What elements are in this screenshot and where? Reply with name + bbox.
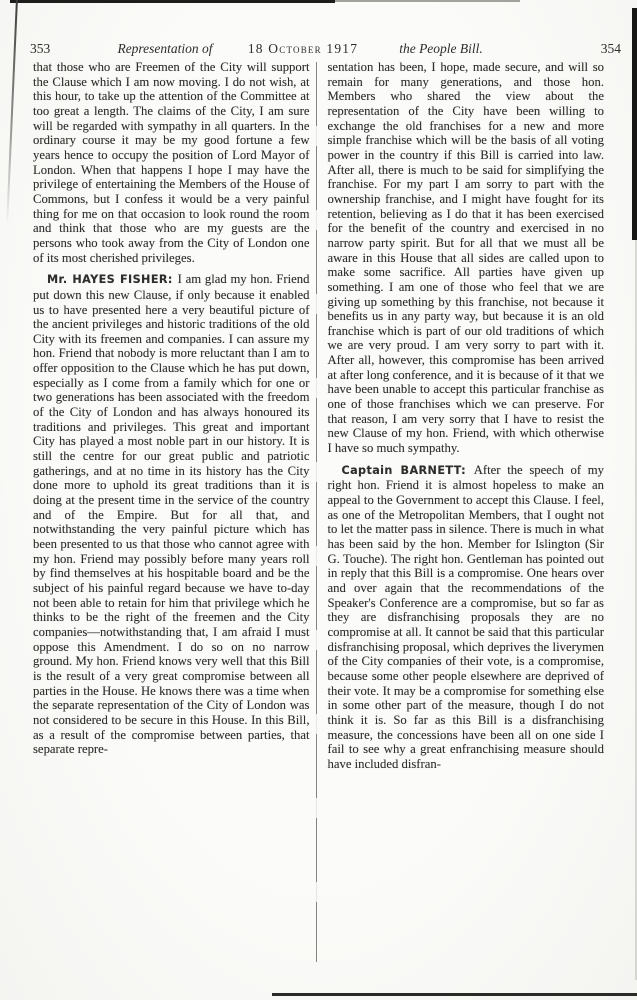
speech-text: I am glad my hon. Friend put down this new Clause, if only because it enabled us to have presented here a very beautiful picture of the ancient privileges and historic traditions of the old City with its freemen and companies. I can assure my hon. Friend that nobody is more reluctant than I am to offer opposition to the Clause which he has put down, especially as I come from a family which for one or two generations has been associated with the freedom of the City of London and has always honoured its traditions and privileges. This great and important City has played a most noble part in our history. It is still the centre for our great public and patriotic gatherings, and at no time in its history has the City done more to uphold its great traditions than it is doing at the present time in the service of the country and of the Empire. But for all that, and notwithstanding the very painful picture which has been presented to us that those who cannot agree with my hon. Friend may possibly before many years roll by find themselves at his hospitable board and be the subject of his painful regard because we have to-day not been able to retain for him that privilege which he thinks to be the right of the freemen and the City companies—notwithstanding that, I am afraid I must oppose this Amendment. I do so on no narrow ground. My hon. Friend knows very well that this Bill is the result of a very great compromise between all parties in the House. He knows there was a time when the separate representation of the City of London was not considered to be secure in this House. In this Bill, as a result of the compromise between parties, that separate repre-: [33, 272, 310, 757]
speaker-name: Captain BARNETT:: [341, 463, 474, 477]
speech-paragraph-barnett: [328, 463, 605, 772]
speech-text: After the speech of my right hon. Friend it is almost hopeless to make an appeal to the Government to accept this Clause. I feel, as one of the Metropolitan Members, that I ought not to let the matter pass in silence. There is much in what has been said by the hon. Member for Islington (Sir G. Touche). The right hon. Gentleman has pointed out in reply that this Bill is a compromise. One hears over and over again that the recommendations of the Speaker's Conference are a compromise, but so far as they are disfranchising proposals they are no compromise at all. It cannot be said that this particular disfranchising proposal, which deprives the liverymen of the City companies of their vote, is a compromise, because some other people elsewhere are deprived of their vote. It may be a compromise for something else in some other part of the measure, though I do not think it is. So far as this Bill is a disfranchising measure, the concessions have been all on one side I fail to see why a great enfranchising measure should have included disfran-: [327, 462, 604, 771]
page-number-left: 353: [30, 41, 51, 56]
running-header: [0, 41, 637, 57]
speech-text: that those who are Freemen of the City will support the Clause which I am now moving. I do not wish, at this hour, to take up the attention of the Committee at too great a length. The claims of the City, I am sure will be regarded with sympathy in all quarters. In the ordinary course it may be my good fortune a few years hence to occupy the position of Lord Mayor of London. When that happens I hope I may have the privilege of entertaining the Members of the House of Commons, but I confess it would be a very painful thing for me on that occasion to look round the room and think that those who are my guests are the persons who took away from the City of London one of its most cherished privileges.: [33, 60, 310, 265]
speech-text: sentation has been, I hope, made secure, and will so remain for many generations, and those hon. Members who shared the view about the representation of the City have been willing to exchange the old franchises for a new and more simple franchise which will be the basis of all voting power in the country if this Bill is carried into law. After all, there is much to be said for simplifying the franchise. For my part I am sorry to part with the ownership franchise, and I might have fought for its retention, believing as I do that it has been exercised for the benefit of the country and exercised in no narrow party spirit. But for all that we must all be aware in this House that all sides are called upon to make some sacrifice. All parties have given up something. I am one of those who feel that we are giving up something by this franchise, not because it benefits us in any party way, but because it is an old franchise which is part of our old traditions of which we are very proud. I am very sorry to part with it. After all, however, this compromise has been arrived at after long conference, and it is because of it that we have been unable to accept this particular franchise as one of those franchises which we can preserve. For that reason, I am very sorry that I have to resist the new Clause of my hon. Friend, with which otherwise I have so much sympathy.: [327, 60, 604, 456]
scan-edge-top-dark: [10, 0, 335, 3]
running-title-right: the People Bill.: [399, 41, 483, 56]
header-date: 18 October 1917: [247, 41, 359, 56]
speaker-name: Mr. HAYES FISHER:: [47, 273, 178, 287]
paragraph-continuation: [328, 60, 605, 456]
scan-edge-top-gray: [335, 0, 520, 2]
scan-edge-left-binding: [6, 0, 18, 226]
column-right: [328, 60, 605, 772]
speech-paragraph-hayes-fisher: [33, 272, 310, 757]
scan-edge-bottom-line: [272, 993, 637, 996]
running-title-left: Representation of: [117, 41, 213, 56]
page-body: [33, 60, 604, 772]
paragraph-continuation: [33, 60, 310, 265]
page-number-right: 354: [600, 41, 621, 56]
column-left: [33, 60, 310, 772]
